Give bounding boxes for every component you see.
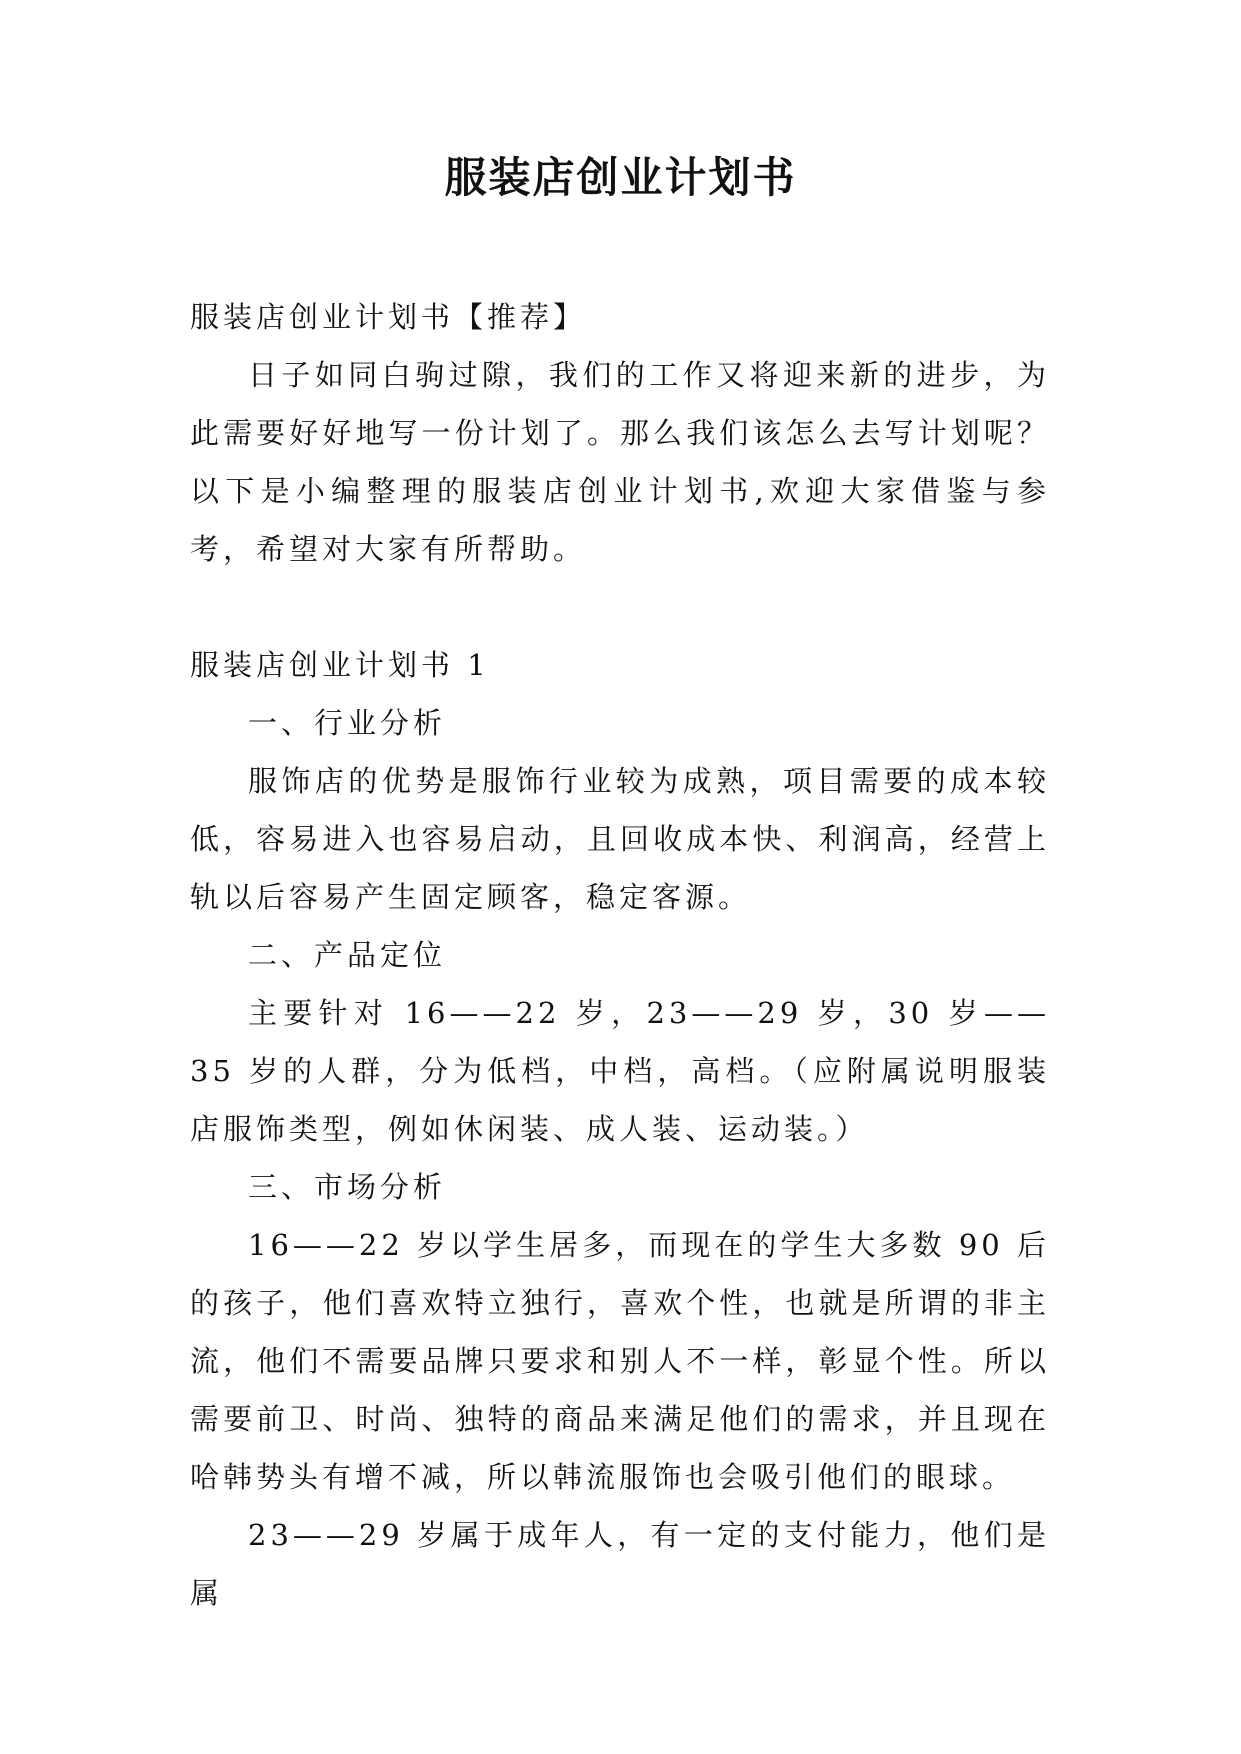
heading-industry-analysis: 一、行业分析 (248, 706, 447, 740)
document-body (190, 288, 1050, 1622)
section-heading-plan-1: 服装店创业计划书 1 (190, 648, 490, 682)
market-analysis-paragraph-1: 16——22 岁以学生居多，而现在的学生大多数 90 后的孩子，他们喜欢特立独行，喜欢个性，也就是所谓的非主流，他们不需要品牌只要求和别人不一样，彰显个性。所以需要前卫、时尚、独特的商品来满足他们的需求，并且现在哈韩势头有增不减，所以韩流服饰也会吸引他们的眼球。 (190, 1228, 1050, 1494)
document-title: 服装店创业计划书 (444, 153, 797, 202)
intro-paragraph: 日子如同白驹过隙，我们的工作又将迎来新的进步，为此需要好好地写一份计划了。那么我们该怎么去写计划呢？以下是小编整理的服装店创业计划书,欢迎大家借鉴与参考，希望对大家有所帮助。 (190, 358, 1050, 566)
product-positioning-paragraph: 主要针对 16——22 岁，23——29 岁，30 岁——35 岁的人群，分为低档，中档，高档。（应附属说明服装店服饰类型，例如休闲装、成人装、运动装。） (190, 996, 1050, 1146)
subtitle-line: 服装店创业计划书【推荐】 (190, 300, 587, 334)
industry-analysis-paragraph: 服饰店的优势是服饰行业较为成熟，项目需要的成本较低，容易进入也容易启动，且回收成本快、利润高，经营上轨以后容易产生固定顾客，稳定客源。 (190, 764, 1050, 914)
market-analysis-paragraph-2: 23——29 岁属于成年人，有一定的支付能力，他们是属 (190, 1518, 1050, 1610)
heading-product-positioning: 二、产品定位 (248, 938, 447, 972)
heading-market-analysis: 三、市场分析 (248, 1170, 447, 1204)
paragraph-gap (190, 578, 1050, 636)
